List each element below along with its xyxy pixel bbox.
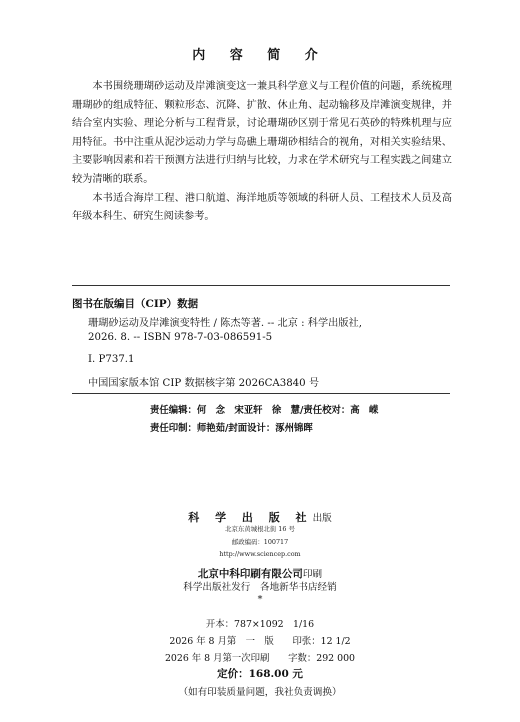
cip-line-1: 珊瑚砂运动及岸滩演变特性 / 陈杰等著. -- 北京 : 科学出版社, (88, 318, 362, 329)
cip-line-4: 中国国家版本馆 CIP 数据核字第 2026CA3840 号 (88, 378, 320, 389)
credits-editors: 责任编辑：何 念 宋亚轩 徐 慧/责任校对：高 嵘 (150, 405, 379, 416)
divider-top (72, 285, 450, 286)
format-line: 开本：787×1092 1/16 (205, 619, 315, 630)
publisher-suffix: 出版 (312, 513, 332, 524)
cip-title: 图书在版编目（CIP）数据 (72, 298, 199, 310)
publisher-line (0, 506, 520, 525)
publisher-address: 北京东黄城根北街 16 号 (225, 525, 295, 533)
intro-paragraph-2: 本书适合海岸工程、港口航道、海洋地质等领域的科研人员、工程技术人员及高年级本科生、研究生阅读参考。 (72, 192, 452, 223)
printer-name: 北京中科印刷有限公司 (197, 568, 303, 580)
separator-star: * (257, 594, 263, 605)
cip-line-2: 2026. 8. -- ISBN 978-7-03-086591-5 (88, 332, 273, 343)
cip-line-3: I. P737.1 (88, 354, 135, 365)
intro-section (72, 78, 452, 227)
printer-suffix: 印刷 (302, 569, 323, 580)
distribution-line: 科学出版社发行 各地新华书店经销 (183, 582, 337, 593)
price: 定价：168.00 元 (217, 668, 303, 680)
publisher-name: 科 学 出 版 社 (188, 511, 313, 524)
edition-line-2: 2026 年 8 月第一次印刷 字数：292 000 (164, 653, 356, 664)
page-title: 内 容 简 介 (192, 48, 328, 63)
intro-paragraph-1: 本书围绕珊瑚砂运动及岸滩演变这一兼具科学意义与工程价值的问题，系统梳理珊瑚砂的组成特征、颗粒形态、沉降、扩散、休止角、起动输移及岸滩演变规律，并结合室内实验、理论分析与工程背景，讨论珊瑚砂区别于常见石英砂的特殊机理与应用特征。书中注重从泥沙运动力学与岛礁上珊瑚砂相结合的视角，对相关实验结果、主要影响因素和若干预测方法进行归纳与比较，力求在学术研究与工程实践之间建立较为清晰的联系。 (72, 81, 452, 185)
edition-line-1: 2026 年 8 月第 一 版 印张：12 1/2 (169, 636, 351, 647)
credits-production: 责任印制：师艳茹/封面设计：涿州锦晖 (150, 423, 313, 434)
quality-note: （如有印装质量问题，我社负责调换） (178, 687, 342, 698)
publisher-postcode: 邮政编码：100717 (231, 538, 289, 546)
divider-bottom (72, 393, 450, 394)
publisher-website: http://www.sciencep.com (219, 550, 301, 558)
